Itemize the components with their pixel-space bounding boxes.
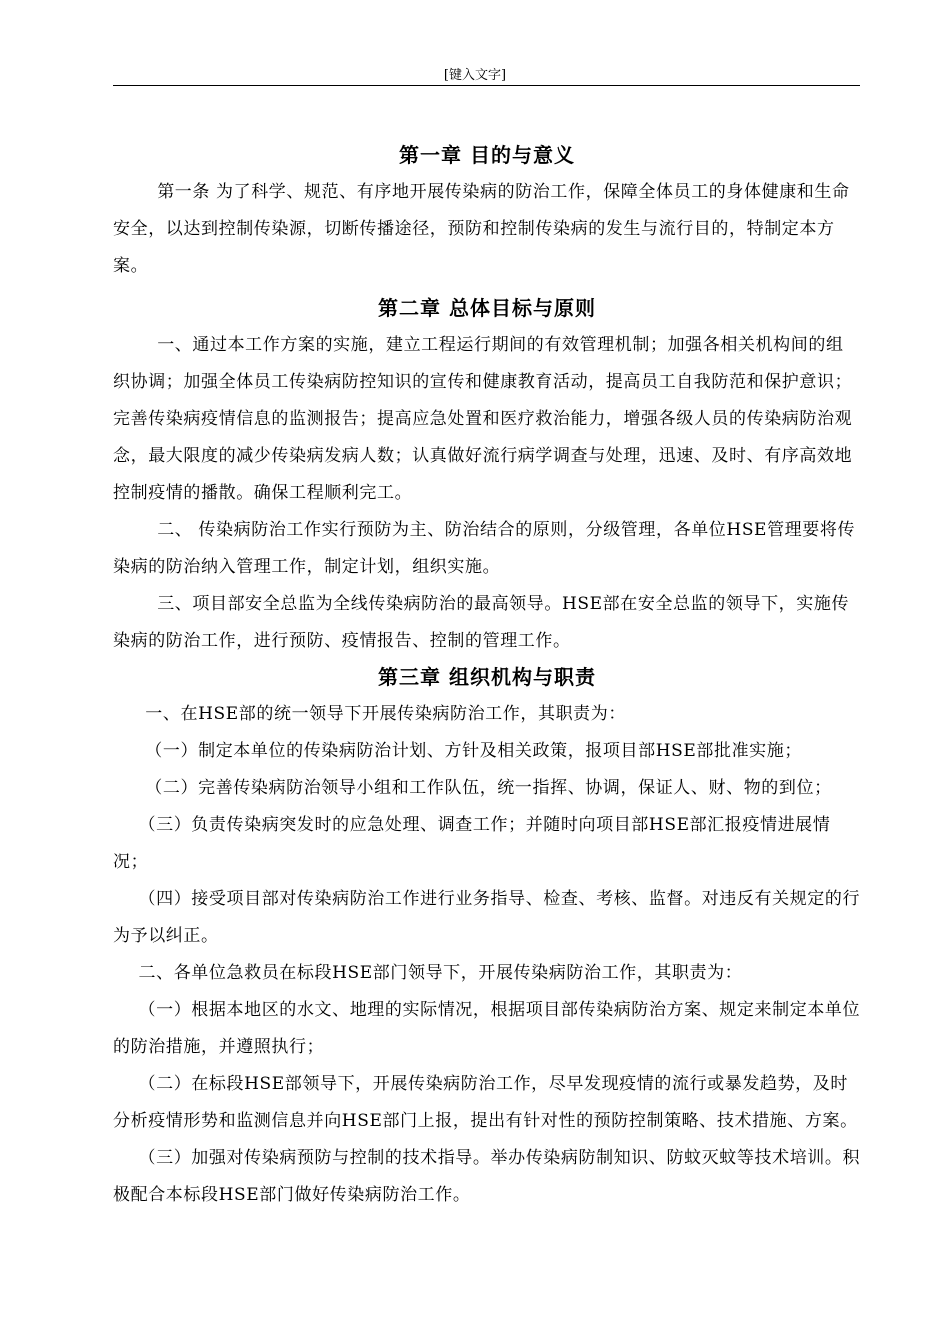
- section-1-item-3: （三）负责传染病突发时的应急处理、调查工作；并随时向项目部HSE部汇报疫情进展情况；: [113, 815, 831, 872]
- chapter-2-paragraph-1: 一、通过本工作方案的实施，建立工程运行期间的有效管理机制；加强各相关机构间的组织协调；加强全体员工传染病防控知识的宣传和健康教育活动，提高员工自我防范和保护意识；完善传染病疫情信息的监测报告；提高应急处置和医疗救治能力，增强各级人员的传染病防治观念，最大限度的减少传染病发病人数；认真做好流行病学调查与处理，迅速、及时、有序高效地控制疫情的播散。确保工程顺利完工。: [113, 335, 853, 503]
- chapter-1-paragraph-1: 第一条 为了科学、规范、有序地开展传染病的防治工作，保障全体员工的身体健康和生命安全，以达到控制传染源，切断传播途径，预防和控制传染病的发生与流行目的，特制定本方案。: [113, 182, 850, 276]
- chapter-2-title: 第二章 总体目标与原则: [378, 296, 596, 320]
- chapter-1-title: 第一章 目的与意义: [399, 143, 575, 167]
- section-2-item-3: （三）加强对传染病预防与控制的技术指导。举办传染病防制知识、防蚊灭蚊等技术培训。积极配合本标段HSE部门做好传染病防治工作。: [113, 1148, 861, 1205]
- header-rule: [113, 85, 860, 86]
- document-body: [113, 138, 861, 1214]
- chapter-2-paragraph-3: 三、项目部安全总监为全线传染病防治的最高领导。HSE部在安全总监的领导下，实施传染病的防治工作，进行预防、疫情报告、控制的管理工作。: [113, 594, 850, 651]
- section-2-item-1: （一）根据本地区的水文、地理的实际情况，根据项目部传染病防治方案、规定来制定本单位的防治措施，并遵照执行；: [113, 1000, 861, 1057]
- section-1-title: 一、在HSE部的统一领导下开展传染病防治工作，其职责为：: [145, 704, 626, 724]
- section-1-item-2: （二）完善传染病防治领导小组和工作队伍，统一指挥、协调，保证人、财、物的到位；: [145, 778, 832, 798]
- section-1-item-4: （四）接受项目部对传染病防治工作进行业务指导、检查、考核、监督。对违反有关规定的行为予以纠正。: [113, 889, 861, 946]
- section-2-title: 二、各单位急救员在标段HSE部门领导下，开展传染病防治工作，其职责为：: [138, 963, 743, 983]
- chapter-3-title: 第三章 组织机构与职责: [378, 665, 596, 689]
- section-2-item-2: （二）在标段HSE部领导下，开展传染病防治工作，尽早发现疫情的流行或暴发趋势，及时分析疫情形势和监测信息并向HSE部门上报，提出有针对性的预防控制策略、技术措施、方案。: [113, 1074, 858, 1131]
- section-1-item-1: （一）制定本单位的传染病防治计划、方针及相关政策，报项目部HSE部批准实施；: [145, 741, 802, 761]
- page-header-text: [键入文字]: [443, 68, 507, 83]
- chapter-2-paragraph-2: 二、 传染病防治工作实行预防为主、防治结合的原则，分级管理，各单位HSE管理要将传染病的防治纳入管理工作，制定计划，组织实施。: [113, 520, 856, 577]
